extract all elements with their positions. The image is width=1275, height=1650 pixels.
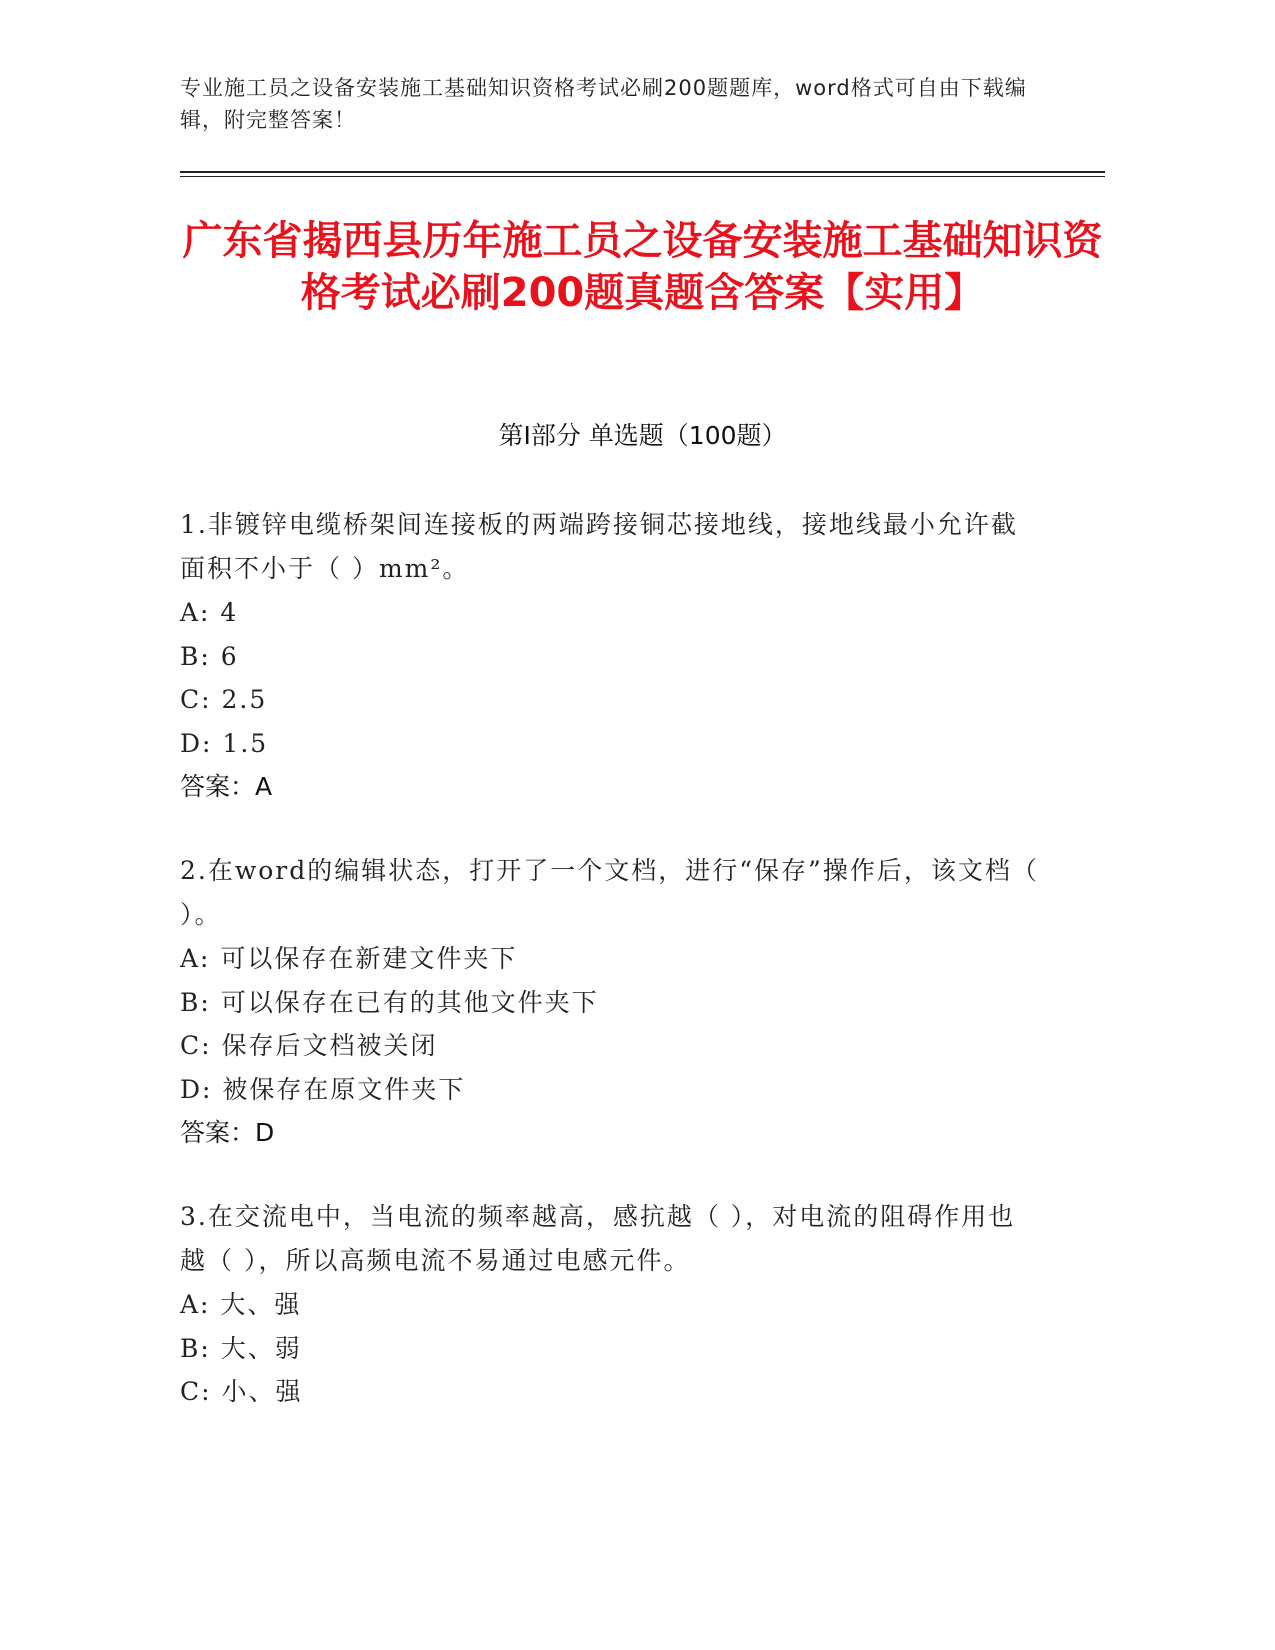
header-divider-thick (180, 171, 1105, 173)
answer: 答案：D (180, 1118, 275, 1147)
section-title: 第Ⅰ部分 单选题（100题） (498, 421, 787, 450)
option-a: A: 4 (180, 598, 239, 627)
question-stem: 1.非镀锌电缆桥架间连接板的两端跨接铜芯接地线，接地线最小允许截面积不小于（ ）mm²。 (180, 510, 1018, 583)
question-stem: 3.在交流电中，当电流的频率越高，感抗越（ ），对电流的阻碍作用也越（ ），所以高频电流不易通过电感元件。 (180, 1202, 1016, 1275)
option-c: C: 2.5 (180, 685, 268, 714)
header-note: 专业施工员之设备安装施工基础知识资格考试必刷200题题库，word格式可自由下载编辑，附完整答案！ (180, 76, 1027, 132)
answer: 答案：A (180, 772, 273, 801)
question-2 (180, 849, 1040, 1155)
option-b: B: 大、弱 (180, 1333, 302, 1363)
header-divider-thin (180, 176, 1105, 177)
option-c: C: 保存后文档被关闭 (180, 1031, 438, 1060)
question-list (180, 503, 1040, 1454)
option-a: A: 大、强 (180, 1290, 302, 1319)
option-b: B: 6 (180, 641, 239, 671)
option-a: A: 可以保存在新建文件夹下 (180, 944, 518, 973)
question-3 (180, 1195, 1040, 1414)
option-c: C: 小、强 (180, 1377, 303, 1406)
question-1 (180, 503, 1040, 809)
option-b: B: 可以保存在已有的其他文件夹下 (180, 987, 599, 1017)
question-stem: 2.在word的编辑状态，打开了一个文档，进行“保存”操作后，该文档（ ）。 (180, 856, 1039, 929)
document-title: 广东省揭西县历年施工员之设备安装施工基础知识资格考试必刷200题真题含答案【实用】 (182, 218, 1103, 316)
option-d: D: 被保存在原文件夹下 (180, 1074, 466, 1104)
option-d: D: 1.5 (180, 728, 269, 758)
